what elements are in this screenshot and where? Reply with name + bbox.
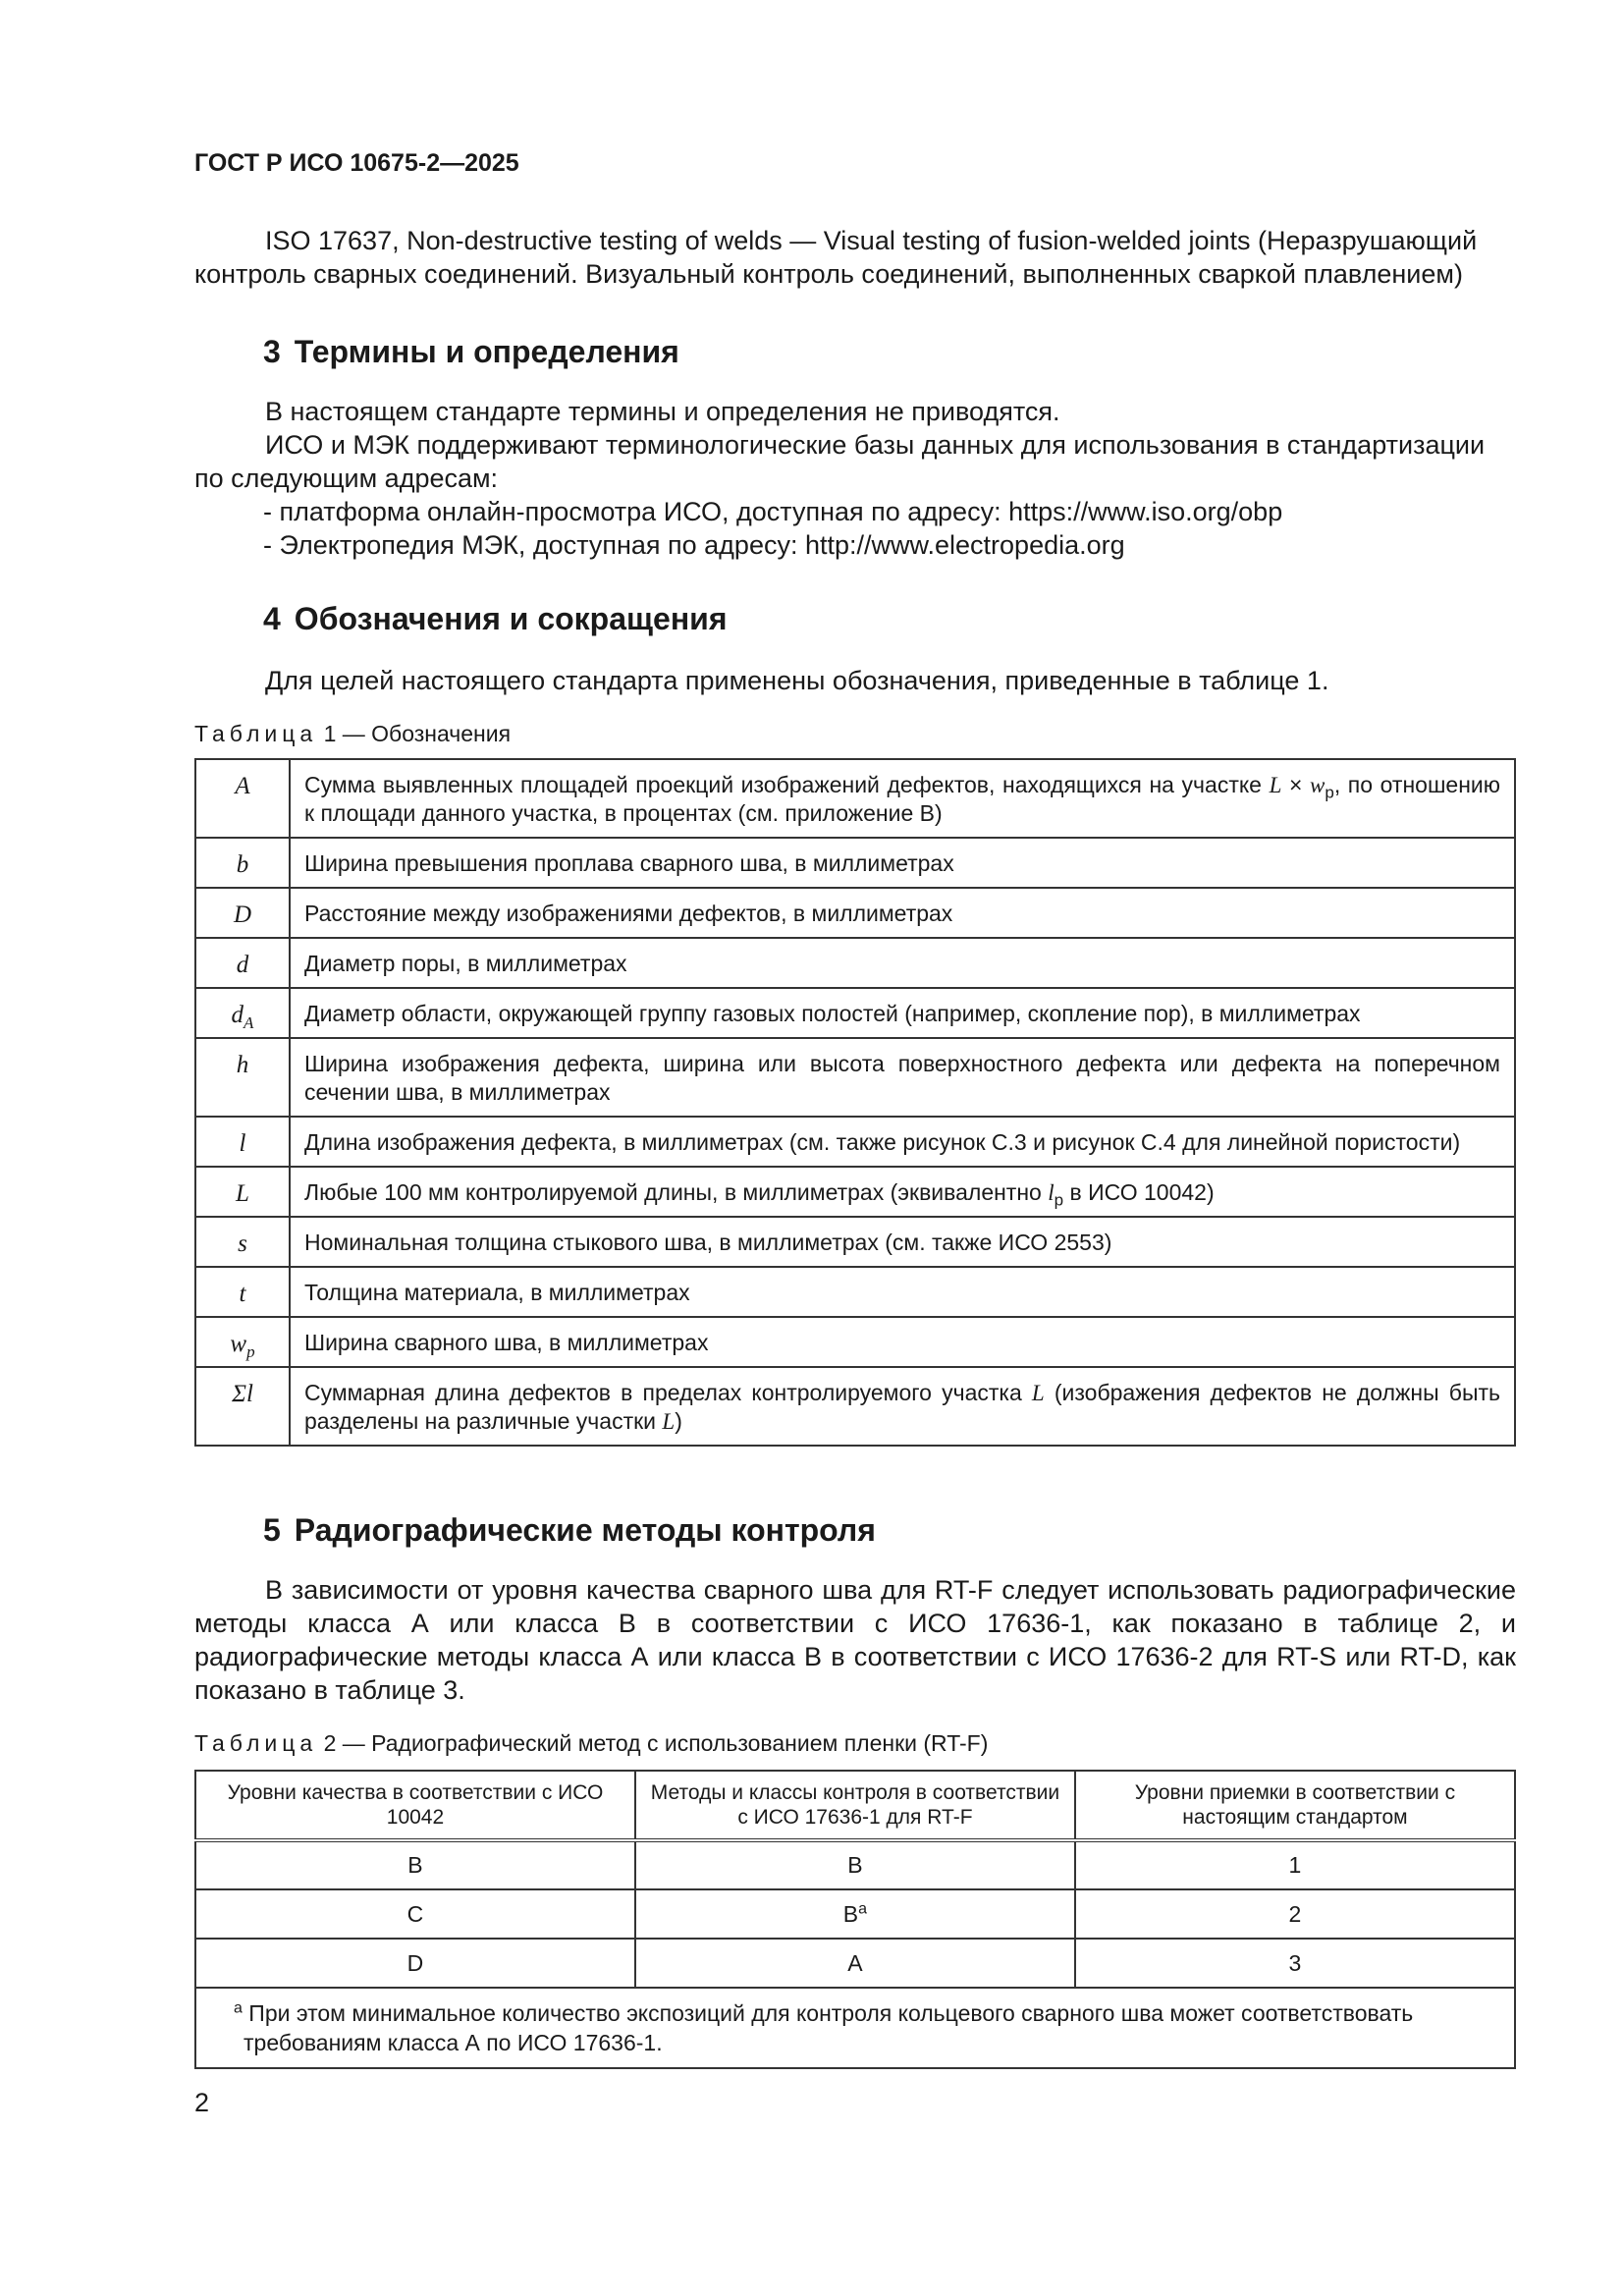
table-row [195,1317,1515,1367]
table-row [195,988,1515,1038]
symbol-cell: s [195,1217,290,1267]
description-cell: Диаметр поры, в миллиметрах [290,938,1515,988]
section-4-number: 4 [263,601,281,636]
page-number: 2 [194,2088,210,2117]
section-3-heading [263,334,679,370]
symbol-cell: A [195,759,290,838]
description-cell: Номинальная толщина стыкового шва, в миллиметрах (см. также ИСО 2553) [290,1217,1515,1267]
section-3-paragraph-1: В настоящем стандарте термины и определения не приводятся. [265,397,1060,426]
symbols-table [194,758,1516,1447]
table-row [195,838,1515,888]
table-row [195,888,1515,938]
testing-class-cell: $B^a$ [635,1889,1075,1939]
header-acceptance-levels: Уровни приемки в соответствии с настоящим стандартом [1075,1771,1515,1840]
section-5-number: 5 [263,1512,281,1548]
table-row [195,1167,1515,1217]
symbol-cell: t [195,1267,290,1317]
list-item-iso-obp: - платформа онлайн-просмотра ИСО, доступная по адресу: https://www.iso.org/obp [263,497,1283,526]
section-4-title: Обозначения и сокращения [294,601,728,636]
table-2-caption-label: Таблица [194,1730,318,1756]
document-id-header: ГОСТ Р ИСО 10675-2—2025 [194,149,519,177]
description-cell: Длина изображения дефекта, в миллиметрах (см. также рисунок С.3 и рисунок С.4 для линейной пористости) [290,1117,1515,1167]
quality-level-cell: B [195,1840,635,1889]
section-4-paragraph: Для целей настоящего стандарта применены обозначения, приведенные в таблице 1. [265,666,1329,695]
table-row [195,1939,1515,1988]
description-cell: Суммарная длина дефектов в пределах контролируемого участка L (изображения дефектов не должны быть разделены на различные участки L) [290,1367,1515,1446]
description-cell: Расстояние между изображениями дефектов, в миллиметрах [290,888,1515,938]
list-item-electropedia: - Электропедия МЭК, доступная по адресу: http://www.electropedia.org [263,530,1125,560]
symbol-cell: l [195,1117,290,1167]
table-row [195,759,1515,838]
section-5-heading [263,1512,876,1549]
acceptance-level-cell: 2 [1075,1889,1515,1939]
description-cell: Ширина превышения проплава сварного шва, в миллиметрах [290,838,1515,888]
description-cell: Сумма выявленных площадей проекций изображений дефектов, находящихся на участке $L \times w_p$, по отношению к площади данного участка, в процентах (см. приложение В) [290,759,1515,838]
symbol-cell: Σl [195,1367,290,1446]
table-footnote [195,1988,1515,2068]
intro-line-2: контроль сварных соединений. Визуальный контроль соединений, выполненных сваркой плавлением) [194,259,1463,289]
symbol-cell: d [195,938,290,988]
section-3-title: Термины и определения [294,334,679,369]
table-1-caption-label: Таблица [194,721,318,746]
description-cell: Толщина материала, в миллиметрах [290,1267,1515,1317]
section-4-heading [263,601,727,637]
table-1-caption-text: 1 — Обозначения [323,721,512,746]
header-quality-levels: Уровни качества в соответствии с ИСО 10042 [195,1771,635,1840]
description-cell: Ширина сварного шва, в миллиметрах [290,1317,1515,1367]
table-row [195,1117,1515,1167]
symbol-cell: h [195,1038,290,1117]
section-5-paragraph: В зависимости от уровня качества сварного шва для RT-F следует использовать радиографические методы класса А или класса В в соответствии с ИСО 17636-1, как показано в таблице 2, и радиографические методы класса А или класса В в соответствии с ИСО 17636-2 для RT-S или RT-D, как показано в таблице 3. [194,1575,1516,1705]
section-3-number: 3 [263,334,281,369]
section-5-title: Радиографические методы контроля [294,1512,876,1548]
table-row [195,1840,1515,1889]
footnote-text: При этом минимальное количество экспозиций для контроля кольцевого сварного шва может соответствовать требованиям класса А по ИСО 17636-1. [242,2000,1414,2055]
table-footnote-row [195,1988,1515,2068]
header-testing-classes: Методы и классы контроля в соответствии с ИСО 17636-1 для RT-F [635,1771,1075,1840]
table-1-caption [194,721,511,747]
description-cell: Любые 100 мм контролируемой длины, в миллиметрах (эквивалентно $l_p$ в ИСО 10042) [290,1167,1515,1217]
table-2-caption-text: 2 — Радиографический метод с использованием пленки (RT-F) [323,1730,989,1756]
description-cell: Диаметр области, окружающей группу газовых полостей (например, скопление пор), в миллиметрах [290,988,1515,1038]
table-row [195,1367,1515,1446]
quality-level-cell: C [195,1889,635,1939]
intro-line-1: ISO 17637, Non-destructive testing of welds — Visual testing of fusion-welded joints (Неразрушающий [265,226,1478,255]
table-header-row [195,1771,1515,1840]
table-row [195,1217,1515,1267]
radiographic-method-table [194,1770,1516,2069]
symbol-cell: $d_A$ [195,988,290,1038]
testing-class-cell: B [635,1840,1075,1889]
symbol-cell: $w_p$ [195,1317,290,1367]
acceptance-level-cell: 3 [1075,1939,1515,1988]
symbol-cell: D [195,888,290,938]
section-3-paragraph-2-line-1: ИСО и МЭК поддерживают терминологические базы данных для использования в стандартизации [265,430,1486,460]
description-cell: Ширина изображения дефекта, ширина или высота поверхностного дефекта или дефекта на поперечном сечении шва, в миллиметрах [290,1038,1515,1117]
table-row [195,1889,1515,1939]
table-row [195,1267,1515,1317]
quality-level-cell: D [195,1939,635,1988]
symbol-cell: L [195,1167,290,1217]
table-row [195,938,1515,988]
footnote-marker: a [234,1999,243,2017]
table-2-caption [194,1730,988,1757]
table-row [195,1038,1515,1117]
testing-class-cell: A [635,1939,1075,1988]
symbol-cell: b [195,838,290,888]
section-3-paragraph-2-line-2: по следующим адресам: [194,464,499,493]
acceptance-level-cell: 1 [1075,1840,1515,1889]
